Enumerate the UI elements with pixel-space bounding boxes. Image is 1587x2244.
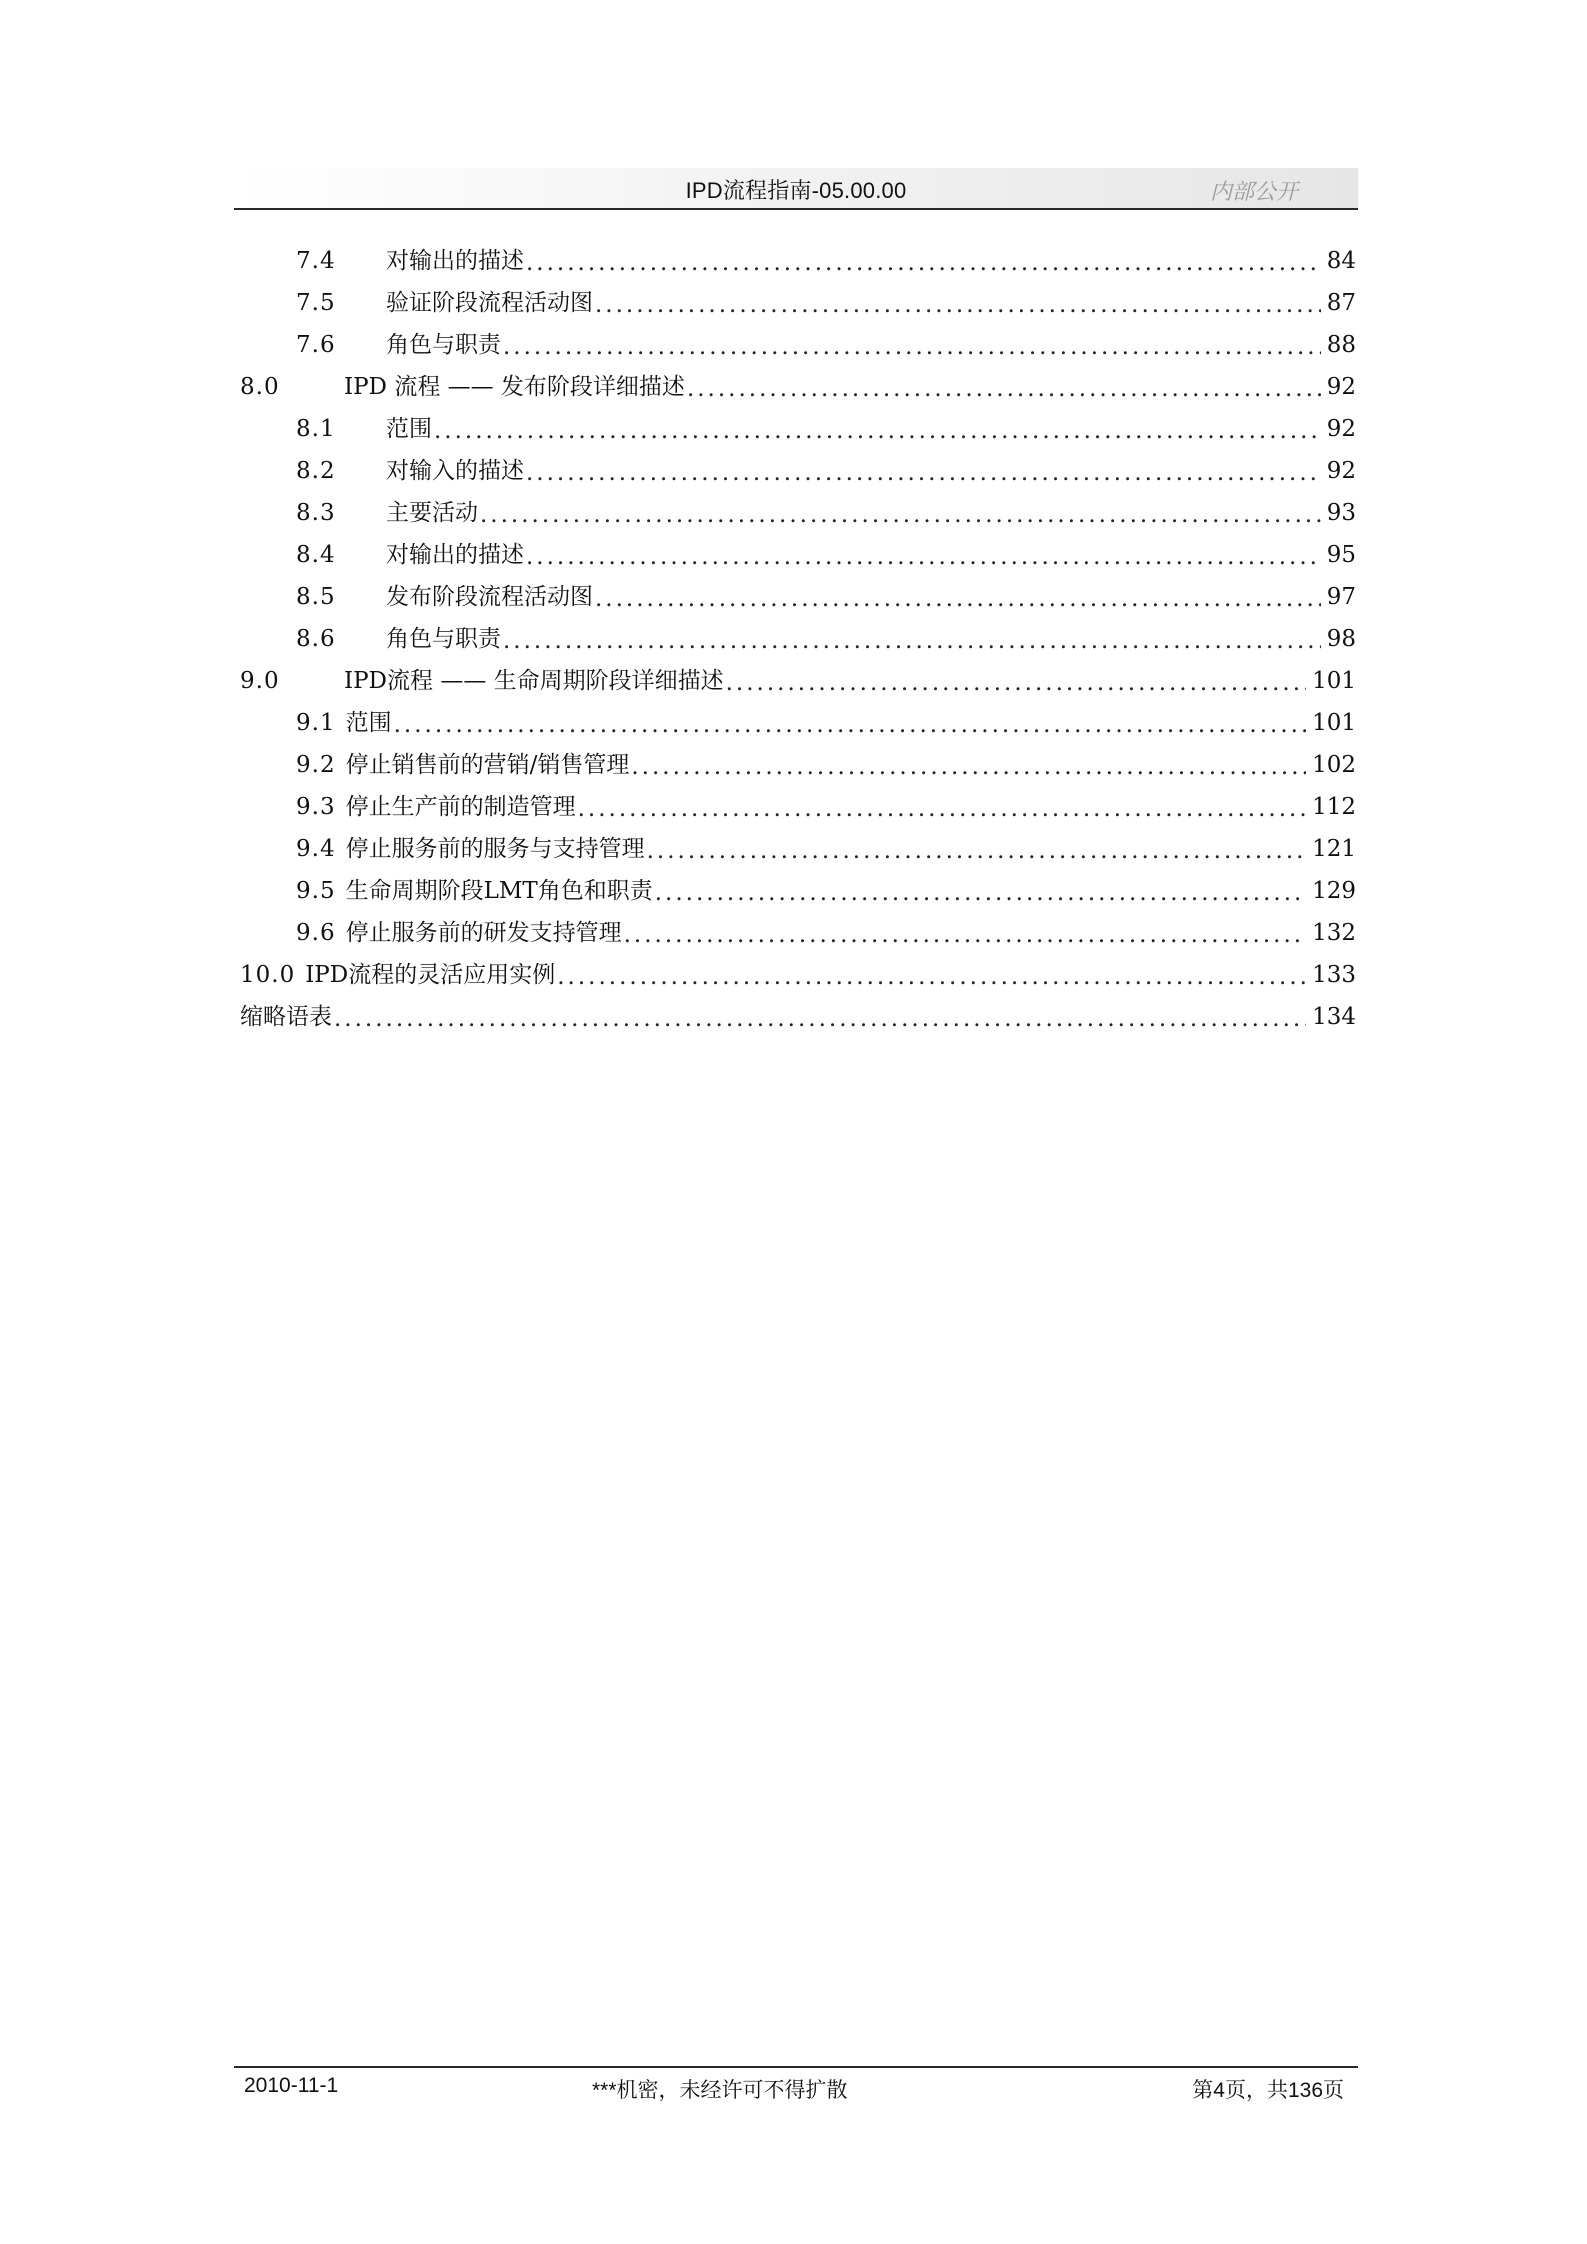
toc-leader-dots — [595, 588, 1321, 611]
table-of-contents — [240, 240, 1356, 1038]
toc-entry-number: 8.6 — [296, 625, 336, 652]
toc-entry-number: 9.5 — [296, 877, 336, 904]
toc-entry-title: 验证阶段流程活动图 — [386, 289, 593, 316]
toc-entry-page: 134 — [1312, 1003, 1356, 1030]
header-classification: 内部公开 — [1209, 180, 1298, 205]
toc-entry-number: 7.6 — [296, 331, 336, 358]
toc-entry-title: 对输入的描述 — [386, 457, 524, 484]
toc-entry-page: 102 — [1312, 751, 1356, 778]
footer-date: 2010-11-1 — [244, 2074, 339, 2097]
toc-entry-number: 9.0 — [240, 667, 280, 694]
toc-entry-number: 8.2 — [296, 457, 336, 484]
toc-entry[interactable] — [240, 996, 1356, 1038]
toc-entry-page: 133 — [1312, 961, 1356, 988]
toc-entry-title: 停止生产前的制造管理 — [345, 793, 576, 820]
header-rule — [234, 208, 1358, 210]
toc-entry-number: 9.2 — [296, 751, 336, 778]
toc-leader-dots — [726, 672, 1306, 695]
toc-entry[interactable] — [240, 744, 1356, 786]
toc-entry[interactable] — [240, 282, 1356, 324]
toc-entry[interactable] — [240, 870, 1356, 912]
toc-leader-dots — [334, 1008, 1306, 1031]
toc-entry-title: 角色与职责 — [386, 625, 501, 652]
toc-entry-page: 98 — [1326, 625, 1356, 652]
toc-entry-title: 发布阶段流程活动图 — [386, 583, 593, 610]
toc-entry-number: 9.4 — [296, 835, 336, 862]
toc-entry-title: 角色与职责 — [386, 331, 501, 358]
toc-leader-dots — [655, 882, 1306, 905]
toc-entry-title: 缩略语表 — [240, 1003, 332, 1030]
toc-leader-dots — [687, 378, 1321, 401]
toc-entry-page: 121 — [1312, 835, 1356, 862]
toc-entry-number: 10.0 — [240, 961, 296, 988]
toc-entry-title: 停止服务前的研发支持管理 — [345, 919, 622, 946]
toc-entry[interactable] — [240, 954, 1356, 996]
toc-entry[interactable] — [240, 492, 1356, 534]
toc-entry-title: IPD 流程 —— 发布阶段详细描述 — [344, 373, 685, 400]
toc-entry[interactable] — [240, 450, 1356, 492]
toc-entry-title: 停止销售前的营销/销售管理 — [345, 751, 630, 778]
toc-entry-title: 范围 — [386, 415, 432, 442]
toc-leader-dots — [578, 798, 1307, 821]
footer-page-info: 第4页，共136页 — [1192, 2079, 1344, 2102]
toc-entry-page: 101 — [1312, 667, 1356, 694]
toc-entry-number: 8.5 — [296, 583, 336, 610]
toc-entry-page: 87 — [1326, 289, 1356, 316]
toc-entry[interactable] — [240, 828, 1356, 870]
toc-entry-title: IPD流程的灵活应用实例 — [305, 961, 556, 988]
toc-leader-dots — [434, 420, 1321, 443]
toc-entry-page: 92 — [1326, 457, 1356, 484]
footer-rule — [234, 2066, 1358, 2068]
toc-entry-page: 92 — [1326, 373, 1356, 400]
page-footer — [244, 2074, 1344, 2104]
toc-leader-dots — [503, 336, 1321, 359]
toc-entry[interactable] — [240, 912, 1356, 954]
toc-leader-dots — [647, 840, 1307, 863]
toc-entry[interactable] — [240, 534, 1356, 576]
toc-entry-number: 7.4 — [296, 247, 336, 274]
toc-entry-title: 停止服务前的服务与支持管理 — [345, 835, 645, 862]
toc-entry-page: 132 — [1312, 919, 1356, 946]
toc-entry[interactable] — [240, 240, 1356, 282]
toc-entry[interactable] — [240, 366, 1356, 408]
toc-leader-dots — [595, 294, 1321, 317]
toc-entry-page: 93 — [1326, 499, 1356, 526]
toc-leader-dots — [624, 924, 1307, 947]
toc-leader-dots — [480, 504, 1321, 527]
toc-entry-title: 对输出的描述 — [386, 541, 524, 568]
toc-leader-dots — [394, 714, 1307, 737]
footer-confidential-notice: ***机密，未经许可不得扩散 — [592, 2079, 848, 2102]
toc-entry-page: 101 — [1312, 709, 1356, 736]
toc-entry[interactable] — [240, 408, 1356, 450]
toc-entry-title: 范围 — [345, 709, 392, 736]
toc-entry-page: 129 — [1312, 877, 1356, 904]
toc-entry-title: IPD流程 —— 生命周期阶段详细描述 — [344, 667, 724, 694]
toc-entry-number: 8.3 — [296, 499, 336, 526]
page-header — [234, 168, 1358, 208]
toc-entry-page: 95 — [1326, 541, 1356, 568]
toc-leader-dots — [503, 630, 1321, 653]
toc-leader-dots — [631, 756, 1306, 779]
toc-entry-number: 9.6 — [296, 919, 336, 946]
toc-entry-title: 生命周期阶段LMT角色和职责 — [345, 877, 653, 904]
toc-entry-page: 88 — [1326, 331, 1356, 358]
toc-entry-page: 84 — [1326, 247, 1356, 274]
toc-entry-number: 8.4 — [296, 541, 336, 568]
toc-entry-title: 对输出的描述 — [386, 247, 524, 274]
toc-entry-page: 112 — [1312, 793, 1356, 820]
toc-entry-number: 9.1 — [296, 709, 336, 736]
toc-entry-number: 8.0 — [240, 373, 280, 400]
header-title: IPD流程指南-05.00.00 — [685, 178, 907, 203]
toc-entry-number: 7.5 — [296, 289, 336, 316]
toc-entry[interactable] — [240, 786, 1356, 828]
toc-entry[interactable] — [240, 660, 1356, 702]
toc-leader-dots — [526, 462, 1321, 485]
toc-entry[interactable] — [240, 618, 1356, 660]
toc-entry-number: 8.1 — [296, 415, 336, 442]
toc-entry-page: 97 — [1326, 583, 1356, 610]
toc-entry-title: 主要活动 — [386, 499, 478, 526]
toc-leader-dots — [557, 966, 1306, 989]
toc-leader-dots — [526, 546, 1321, 569]
toc-entry-page: 92 — [1326, 415, 1356, 442]
toc-leader-dots — [526, 252, 1321, 275]
toc-entry[interactable] — [240, 576, 1356, 618]
toc-entry-number: 9.3 — [296, 793, 336, 820]
toc-entry[interactable] — [240, 324, 1356, 366]
toc-entry[interactable] — [240, 702, 1356, 744]
